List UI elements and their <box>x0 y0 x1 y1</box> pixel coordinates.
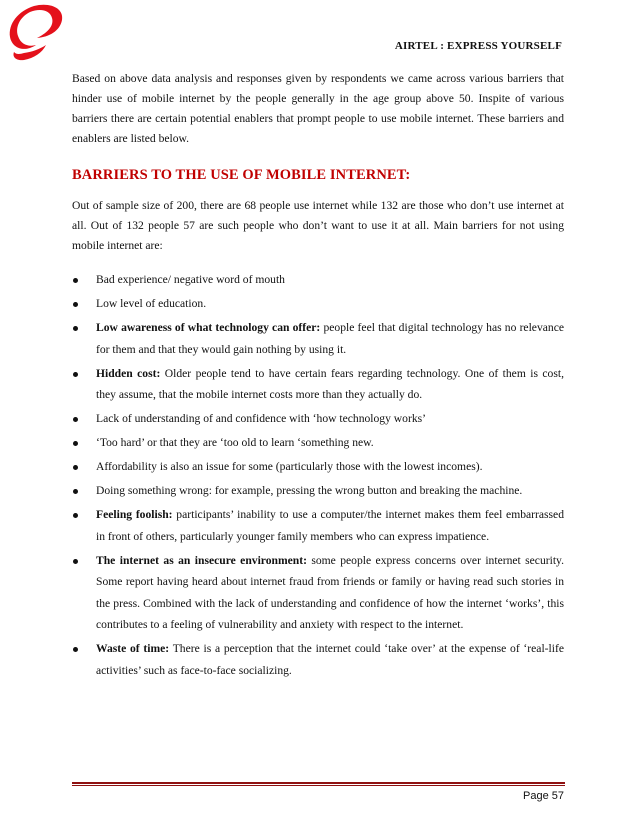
list-item <box>72 456 564 478</box>
list-item <box>72 550 564 636</box>
list-item <box>72 269 564 291</box>
item-bold: Waste of time: <box>96 642 170 655</box>
item-text: some people express concerns over internet security. Some report having heard about internet fraud from friends or family or having read such stories in the press. Combined with the lack of understanding and confidence of how the internet ‘works’, this contributes to a feeling of vulnerability and anxiety with respect to the internet. <box>96 553 564 631</box>
item-text: Lack of understanding of and confidence with ‘how technology works’ <box>96 412 427 425</box>
page-number: Page 57 <box>523 790 564 802</box>
bullet-icon <box>73 302 78 307</box>
item-bold: The internet as an insecure environment: <box>96 553 307 567</box>
bullet-icon <box>73 559 78 564</box>
bullet-icon <box>73 326 78 331</box>
intro-paragraph: Based on above data analysis and responses given by respondents we came across various barriers that hinder use of mobile internet by the people generally in the age group above 50. Inspite of various barriers there are certain potential enablers that prompt people to use mobile internet. These barriers and enablers are listed below. <box>72 72 564 145</box>
section-heading: BARRIERS TO THE USE OF MOBILE INTERNET: <box>72 167 411 183</box>
item-text: Bad experience/ negative word of mouth <box>96 273 285 286</box>
item-text: people feel that digital technology has no relevance for them and that they would gain nothing by using it. <box>96 321 564 356</box>
item-text: ‘Too hard’ or that they are ‘too old to learn ‘something new. <box>96 436 374 449</box>
item-bold: Feeling foolish: <box>96 508 173 521</box>
page-content <box>72 66 564 684</box>
item-text: Affordability is also an issue for some (particularly those with the lowest incomes). <box>96 460 483 473</box>
bullet-icon <box>73 513 78 518</box>
item-text: participants’ inability to use a computer/the internet makes them feel embarrassed in front of others, particularly younger family members who can express impatience. <box>96 508 564 543</box>
list-item <box>72 504 564 547</box>
list-item <box>72 480 564 502</box>
item-bold: Hidden cost: <box>96 366 161 380</box>
item-text: Doing something wrong: for example, pressing the wrong button and breaking the machine. <box>96 484 523 497</box>
bullet-icon <box>73 489 78 494</box>
bullet-icon <box>73 278 78 283</box>
item-text: Low level of education. <box>96 297 207 310</box>
item-text: Older people tend to have certain fears regarding technology. One of them is cost, they assume, that the mobile internet costs more than they actually do. <box>96 366 564 401</box>
bullet-icon <box>73 441 78 446</box>
barrier-list <box>72 269 564 681</box>
footer-rule <box>72 782 565 784</box>
list-item <box>72 317 564 360</box>
bullet-icon <box>73 465 78 470</box>
item-text: There is a perception that the internet could ‘take over’ at the expense of ‘real-life activities’ such as face-to-face socializing. <box>96 642 564 677</box>
airtel-logo-icon <box>4 0 68 66</box>
list-item <box>72 432 564 454</box>
item-bold: Low awareness of what technology can offer: <box>96 321 321 334</box>
list-item <box>72 408 564 430</box>
bullet-icon <box>73 417 78 422</box>
footer-rule-thin <box>72 785 565 786</box>
list-item <box>72 638 564 681</box>
bullet-icon <box>73 647 78 652</box>
section-paragraph: Out of sample size of 200, there are 68 people use internet while 132 are those who don’t use internet at all. Out of 132 people 57 are such people who don’t want to use it at all. Main barriers for not using mobile internet are: <box>72 199 564 252</box>
list-item <box>72 293 564 315</box>
bullet-icon <box>73 372 78 377</box>
list-item <box>72 363 564 406</box>
header-title: AIRTEL : EXPRESS YOURSELF <box>394 40 562 52</box>
